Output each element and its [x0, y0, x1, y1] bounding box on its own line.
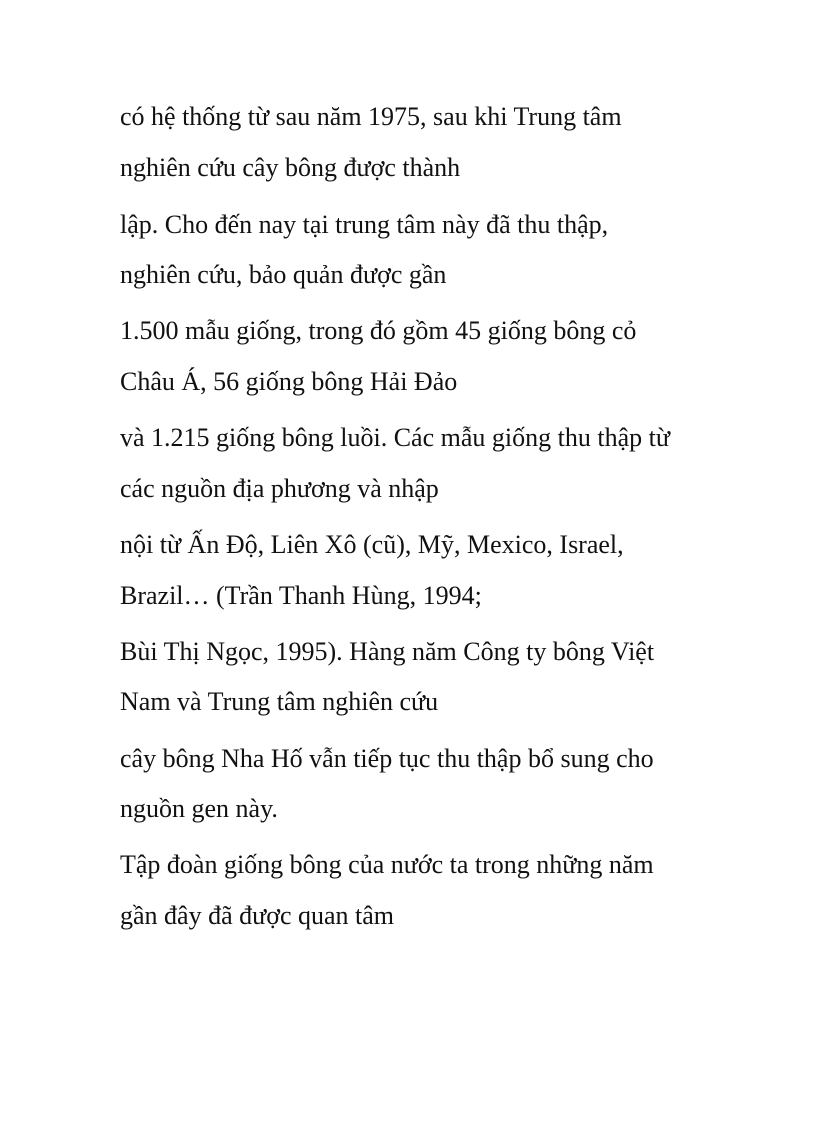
- text-line: lập. Cho đến nay tại trung tâm này đã thu thập,: [120, 210, 609, 239]
- text-line: nguồn gen này.: [120, 794, 278, 823]
- text-line: cây bông Nha Hố vẫn tiếp tục thu thập bổ sung cho: [120, 744, 654, 773]
- text-line: nghiên cứu cây bông được thành: [120, 153, 461, 182]
- text-line: các nguồn địa phương và nhập: [120, 474, 439, 503]
- text-line: Nam và Trung tâm nghiên cứu: [120, 687, 439, 716]
- text-line: Bùi Thị Ngọc, 1995). Hàng năm Công ty bông Việt: [120, 637, 655, 666]
- text-line: Brazil… (Trần Thanh Hùng, 1994;: [120, 581, 482, 610]
- text-line: và 1.215 giống bông luồi. Các mẫu giống thu thập từ: [120, 423, 670, 452]
- text-line: có hệ thống từ sau năm 1975, sau khi Trung tâm: [120, 102, 622, 131]
- text-line: nội từ Ấn Độ, Liên Xô (cũ), Mỹ, Mexico, Israel,: [120, 530, 624, 559]
- text-line: nghiên cứu, bảo quản được gần: [120, 260, 447, 289]
- text-line: 1.500 mẫu giống, trong đó gồm 45 giống bông cỏ: [120, 316, 637, 345]
- text-line: gần đây đã được quan tâm: [120, 901, 395, 930]
- text-line: Tập đoàn giống bông của nước ta trong những năm: [120, 850, 654, 879]
- text-line: Châu Á, 56 giống bông Hải Đảo: [120, 367, 458, 396]
